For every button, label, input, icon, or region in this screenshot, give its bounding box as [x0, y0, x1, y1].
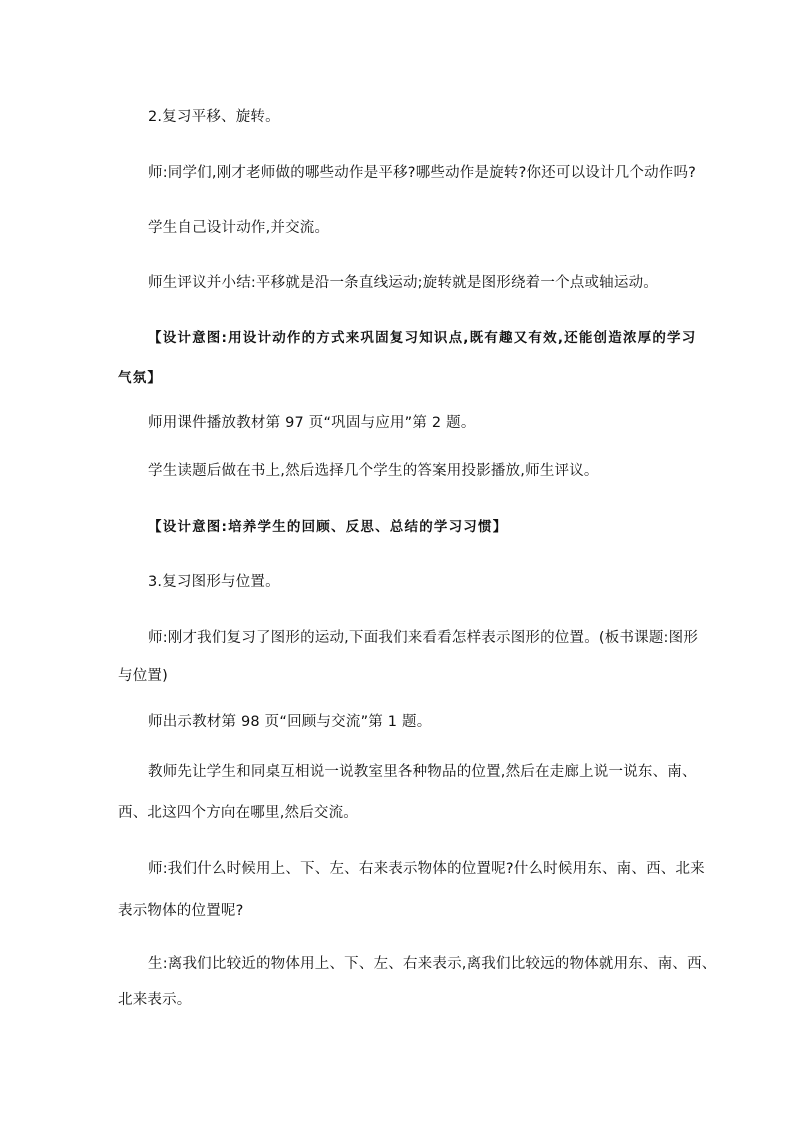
design-intent-note-2: 【设计意图:培养学生的回顾、反思、总结的学习习惯】 [148, 519, 508, 535]
section-heading-shape-position: 3.复习图形与位置。 [148, 574, 280, 590]
summary-paragraph: 师生评议并小结:平移就是沿一条直线运动;旋转就是图形绕着一个点或轴运动。 [148, 275, 658, 291]
teacher-direction-question-continuation: 表示物体的位置呢? [118, 903, 244, 919]
teacher-question-paragraph: 师:同学们,刚才老师做的哪些动作是平移?哪些动作是旋转?你还可以设计几个动作吗? [148, 165, 697, 181]
design-intent-note-1: 【设计意图:用设计动作的方式来巩固复习知识点,既有趣又有效,还能创造浓厚的学习 [148, 330, 697, 346]
student-answer-continuation: 北来表示。 [118, 992, 192, 1008]
design-intent-note-1-continuation: 气氛】 [118, 370, 163, 386]
teacher-transition-continuation: 与位置) [118, 668, 168, 684]
student-reading-paragraph: 学生读题后做在书上,然后选择几个学生的答案用投影播放,师生评议。 [148, 463, 599, 479]
teacher-direction-question: 师:我们什么时候用上、下、左、右来表示物体的位置呢?什么时候用东、南、西、北来 [148, 861, 705, 877]
courseware-paragraph: 师用课件播放教材第 97 页“巩固与应用”第 2 题。 [148, 415, 476, 431]
textbook-task-paragraph: 师出示教材第 98 页“回顾与交流”第 1 题。 [148, 714, 432, 730]
student-design-paragraph: 学生自己设计动作,并交流。 [148, 220, 330, 236]
section-heading-review-translation-rotation: 2.复习平移、旋转。 [148, 109, 280, 125]
teacher-transition-paragraph: 师:刚才我们复习了图形的运动,下面我们来看看怎样表示图形的位置。(板书课题:图形 [148, 630, 699, 646]
classroom-activity-continuation: 西、北这四个方向在哪里,然后交流。 [118, 805, 359, 821]
student-answer-paragraph: 生:离我们比较近的物体用上、下、左、右来表示,离我们比较远的物体就用东、南、西、 [148, 956, 717, 972]
classroom-activity-paragraph: 教师先让学生和同桌互相说一说教室里各种物品的位置,然后在走廊上说一说东、南、 [148, 764, 697, 780]
